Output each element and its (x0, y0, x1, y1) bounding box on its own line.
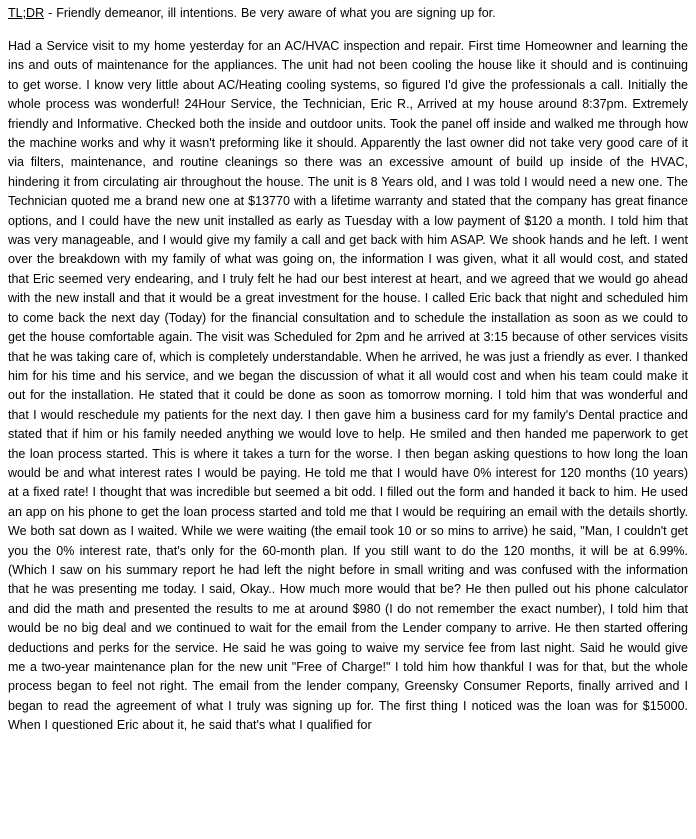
review-body: Had a Service visit to my home yesterday for an AC/HVAC inspection and repair. First time Homeowner and learning the ins and outs of maintenance for the appliances. The unit had not been cooling the house like it should and is continuing to get worse. I know very little about AC/Heating cooling systems, so figured I'd give the professionals a call. Initially the whole process was wonderful! 24Hour Service, the Technician, Eric R., Arrived at my house around 8:37pm. Extremely friendly and Informative. Checked both the inside and outdoor units. Took the panel off inside and walked me through how the machine works and why it wasn't preforming like it should. Apparently the last owner did not take very good care of it via filters, maintenance, and routine cleanings so there was an excessive amount of build up inside of the HVAC, hindering it from circulating air throughout the house. The unit is 8 Years old, and I was told I would need a new one. The Technician quoted me a brand new one at $13770 with a lifetime warranty and stated that the company has great finance options, and I could have the new unit installed as early as Tuesday with a low payment of $120 a month. I told him that was very manageable, and I would give my family a call and get back with him ASAP. We shook hands and he left. I went over the breakdown with my family of what was going on, the information I was given, what it all would cost, and stated that Eric seemed very endearing, and I truly felt he had our best interest at heart, and we agreed that we would go ahead with the new install and that it would be a great investment for the house. I called Eric back that night and scheduled him to come back the next day (Today) for the financial consultation and to schedule the installation as soon as we could to get the house comfortable again. The visit was Scheduled for 2pm and he arrived at 3:15 because of other services visits that he was taking care of, which is completely understandable. When he arrived, he was just a friendly as ever. I thanked him for his time and his service, and we began the discussion of what it all would cost and when his team could make it out for the installation. He stated that it could be done as soon as tomorrow morning. I told him that was wonderful and that I would reschedule my patients for the next day. I then gave him a business card for my family's Dental practice and stated that if him or his family needed anything we would love to help. He smiled and then handed me paperwork to get the loan process started. This is where it takes a turn for the worse. I then began asking questions to how long the loan would be and what interest rates I would be paying. He told me that I would have 0% interest for 120 months (10 years) at a fixed rate! I thought that was incredible but seemed a bit odd. I filled out the form and handed it back to him. He used an app on his phone to get the loan process started and told me that I would be requiring an email with the details shortly. We both sat down as I waited. While we were waiting (the email took 10 or so mins to arrive) he said, "Man, I couldn't get you the 0% interest rate, that's only for the 60-month plan. If you still want to do the 120 months, it will be at 6.99%. (Which I saw on his summary report he had left the night before in small writing and was confused with the information that he was presenting me today. I said, Okay.. How much more would that be? He then pulled out his phone calculator and did the math and presented the results to me at around $980 (I do not remember the exact number), I told him that would be no big deal and we continued to wait for the email from the Lender company to arrive. He then started offering deductions and perks for the service. He said he was going to waive my service fee from last night. Said he would give me a two-year maintenance plan for the new unit "Free of Charge!" I told him how thankful I was for that, but the whole process began to feel not right. The email from the lender company, Greensky Consumer Reports, finally arrived and I began to read the agreement of what I truly was signing up for. The first thing I noticed was the loan was for $15000. When I questioned Eric about it, he said that's what I qualified for (8, 39, 688, 733)
tldr-line (8, 4, 688, 23)
tldr-summary: - Friendly demeanor, ill intentions. Be very aware of what you are signing up for. (44, 6, 496, 20)
tldr-label: TL;DR (8, 6, 45, 20)
